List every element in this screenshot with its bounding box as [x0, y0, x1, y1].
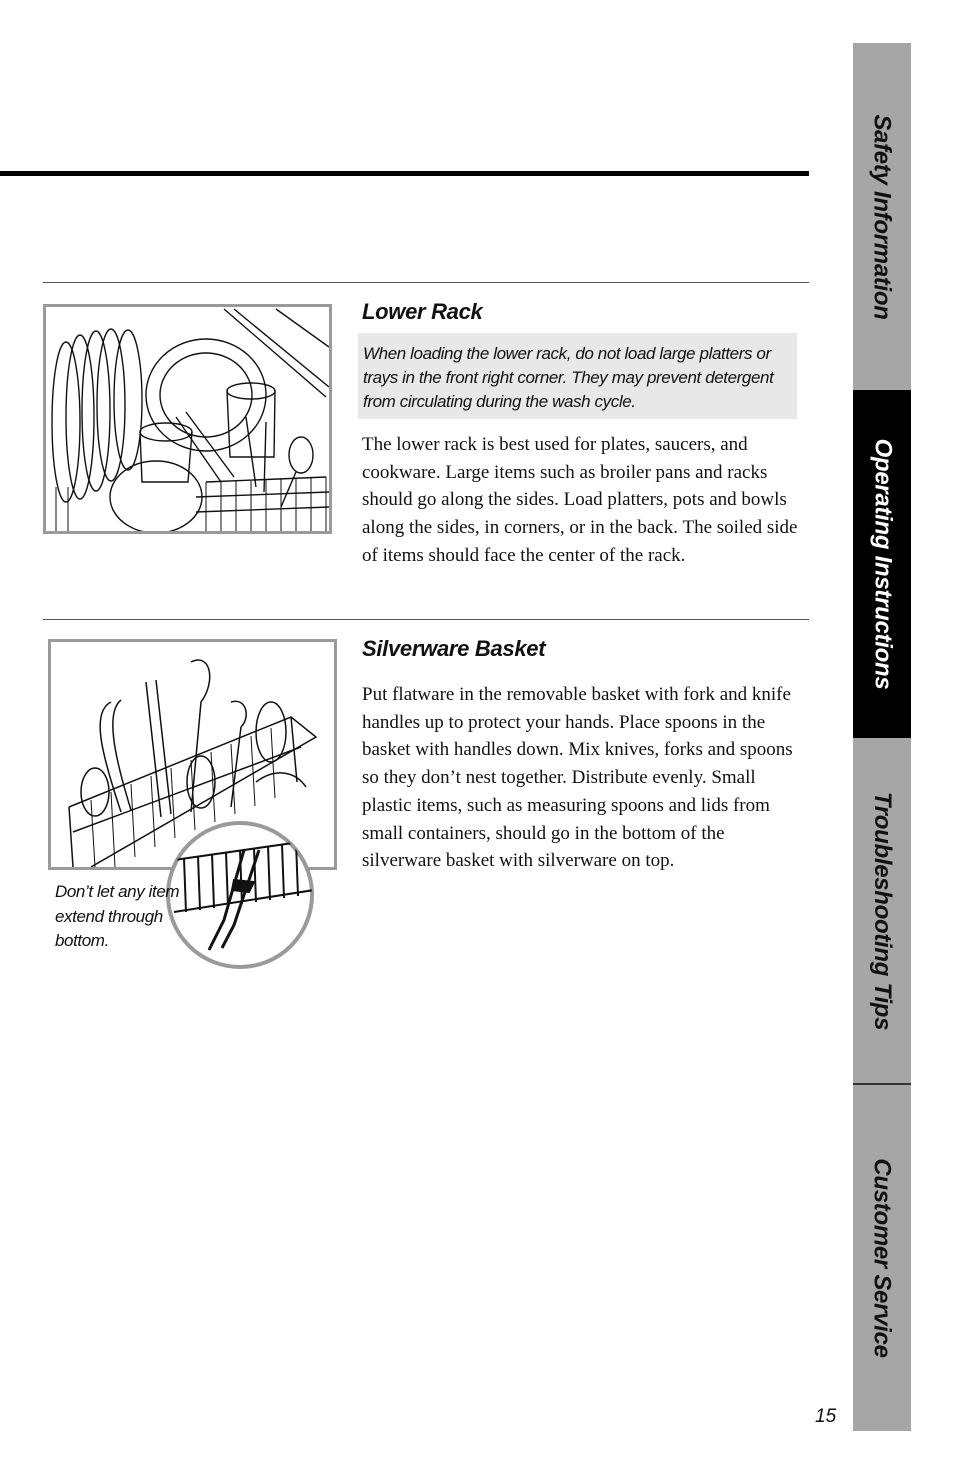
header-rule: [0, 171, 809, 176]
tab-label: Safety Information: [869, 113, 897, 320]
page-number: 15: [815, 1406, 837, 1427]
lower-rack-illustration: [43, 304, 332, 534]
tab-operating-instructions[interactable]: [853, 390, 911, 738]
magnifier-inset: [164, 820, 317, 971]
tab-customer-service[interactable]: [853, 1085, 911, 1431]
silverware-basket-heading: Silverware Basket: [362, 636, 546, 661]
tab-label: Troubleshooting Tips: [869, 791, 897, 1031]
lower-rack-note: When loading the lower rack, do not load large platters or trays in the front right corner. They may prevent detergent from circulating during the wash cycle.: [358, 333, 797, 419]
tab-safety-information[interactable]: [853, 43, 911, 390]
section-tabs: [853, 43, 911, 1431]
lower-rack-heading: Lower Rack: [362, 299, 483, 324]
section-divider: [43, 619, 809, 620]
basket-caption: Don’t let any item extend through bottom.: [55, 882, 180, 950]
tab-troubleshooting-tips[interactable]: [853, 738, 911, 1084]
section-divider: [43, 282, 809, 283]
silverware-basket-body: Put flatware in the removable basket with fork and knife handles up to protect your hands. Place spoons in the basket with handles down. Mix knives, forks and spoons so they don’t nest together. Distribute evenly. Small plastic items, such as measuring spoons and lids from small containers, should go in the bottom of the silverware basket with silverware on top.: [362, 684, 793, 872]
tab-label: Customer Service: [869, 1158, 897, 1358]
lower-rack-body: The lower rack is best used for plates, saucers, and cookware. Large items such as broiler pans and racks should go along the sides. Load platters, pots and bowls along the sides, in corners, or in the back. The soiled side of items should face the center of the rack.: [362, 434, 798, 566]
tab-label: Operating Instructions: [869, 438, 897, 690]
